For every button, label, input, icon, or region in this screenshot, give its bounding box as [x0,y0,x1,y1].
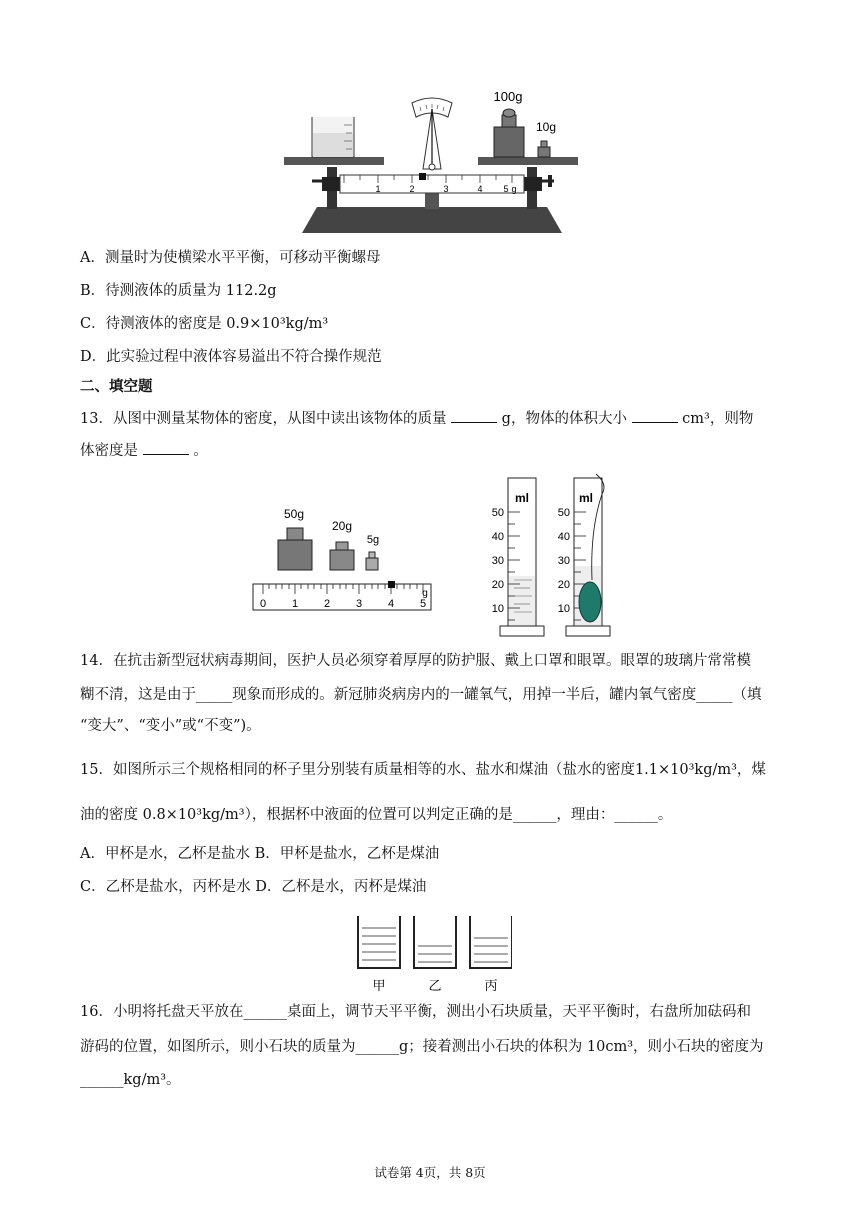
cylinder-tick: 50 [557,507,570,519]
question-13-line1 [80,408,753,429]
q15-options-cd: C．乙杯是盐水，丙杯是水 D．乙杯是水，丙杯是煤油 [80,879,427,895]
option-d: D．此实验过程中液体容易溢出不符合操作规范 [80,349,382,365]
option-a: A．测量时为使横梁水平平衡，可移动平衡螺母 [80,250,381,266]
ruler-tick: 5 [503,184,509,194]
q15-options-ab: A．甲杯是水，乙杯是盐水 B．甲杯是盐水，乙杯是煤油 [80,846,440,862]
ruler-tick: 2 [323,598,331,610]
question-15-line2: 油的密度 0.8×10³kg/m³），根据杯中液面的位置可以判定正确的是______，理由：______。 [80,807,673,823]
cylinder-tick: 30 [557,555,570,567]
cylinder-tick: 40 [557,531,570,543]
question-15-line1: 15．如图所示三个规格相同的杯子里分别装有质量相等的水、盐水和煤油（盐水的密度1.1×10³kg/m³，煤 [80,762,766,778]
ruler-tick: 1 [375,184,381,194]
question-16-line1: 16．小明将托盘天平放在______桌面上，调节天平平衡，测出小石块质量，天平平衡时，右盘所加砝码和 [80,1004,751,1020]
balance-figure [282,85,582,235]
weights-ruler-figure [248,500,438,620]
section-title: 二、填空题 [80,378,153,395]
cylinder-unit: ml [578,491,594,505]
ruler-tick: 1 [291,598,299,610]
ruler-tick: g [511,184,517,194]
q13-text-a: 13．从图中测量某物体的密度，从图中读出该物体的质量 [80,411,447,427]
q13-text-e: 。 [193,443,208,459]
cylinder-tick: 30 [491,555,504,567]
weight-10g-label: 10g [535,120,557,134]
cup-label-jia: 甲 [372,978,386,993]
ruler-unit: g [422,588,428,599]
question-14-line3: “变大”、“变小”或“不变”)。 [80,718,261,734]
cup-label-yi: 乙 [428,978,442,993]
cylinder-unit: ml [514,491,530,505]
q13-text-d: 体密度是 [80,443,138,459]
question-13-line2 [80,440,208,461]
cylinder-tick: 20 [491,579,504,591]
answer-blank[interactable] [451,408,497,423]
question-14-line2: 糊不清，这是由于_____现象而形成的。新冠肺炎病房内的一罐氧气，用掉一半后，罐内氧气密度_____（填 [80,687,762,703]
cylinder-tick: 50 [491,507,504,519]
cups-figure [352,912,512,996]
ruler-tick: 0 [259,598,267,610]
option-c: C．待测液体的密度是 0.9×10³kg/m³ [80,316,329,332]
ruler-tick: 3 [355,598,363,610]
cylinder-tick: 10 [491,603,504,615]
q13-text-b: g，物体的体积大小 [501,411,627,427]
q13-text-c: cm³，则物 [682,411,754,427]
cylinder-tick: 40 [491,531,504,543]
ruler-tick: 2 [409,184,415,194]
ruler-tick: 3 [443,184,449,194]
cylinders-figure [480,470,620,640]
ruler-tick: 5 [419,598,427,610]
cylinder-tick: 10 [557,603,570,615]
question-16-line2: 游码的位置，如图所示，则小石块的质量为______g；接着测出小石块的体积为 10cm³，则小石块的密度为 [80,1039,764,1055]
weight-5g-label: 5g [366,534,380,546]
question-16-line3: ______kg/m³。 [80,1072,181,1088]
option-b: B．待测液体的质量为 112.2g [80,283,277,299]
weight-100g-label: 100g [493,89,523,104]
ruler-tick: 4 [477,184,483,194]
answer-blank[interactable] [143,440,189,455]
cylinder-tick: 20 [557,579,570,591]
cup-label-bing: 丙 [484,978,498,993]
weight-20g-label: 20g [331,519,353,533]
weight-50g-label: 50g [283,507,305,521]
ruler-tick: 4 [387,598,395,610]
page-footer: 试卷第 4页，共 8页 [374,1165,486,1180]
question-14-line1: 14．在抗击新型冠状病毒期间，医护人员必须穿着厚厚的防护服、戴上口罩和眼罩。眼罩的玻璃片常常模 [80,653,751,669]
answer-blank[interactable] [632,408,678,423]
